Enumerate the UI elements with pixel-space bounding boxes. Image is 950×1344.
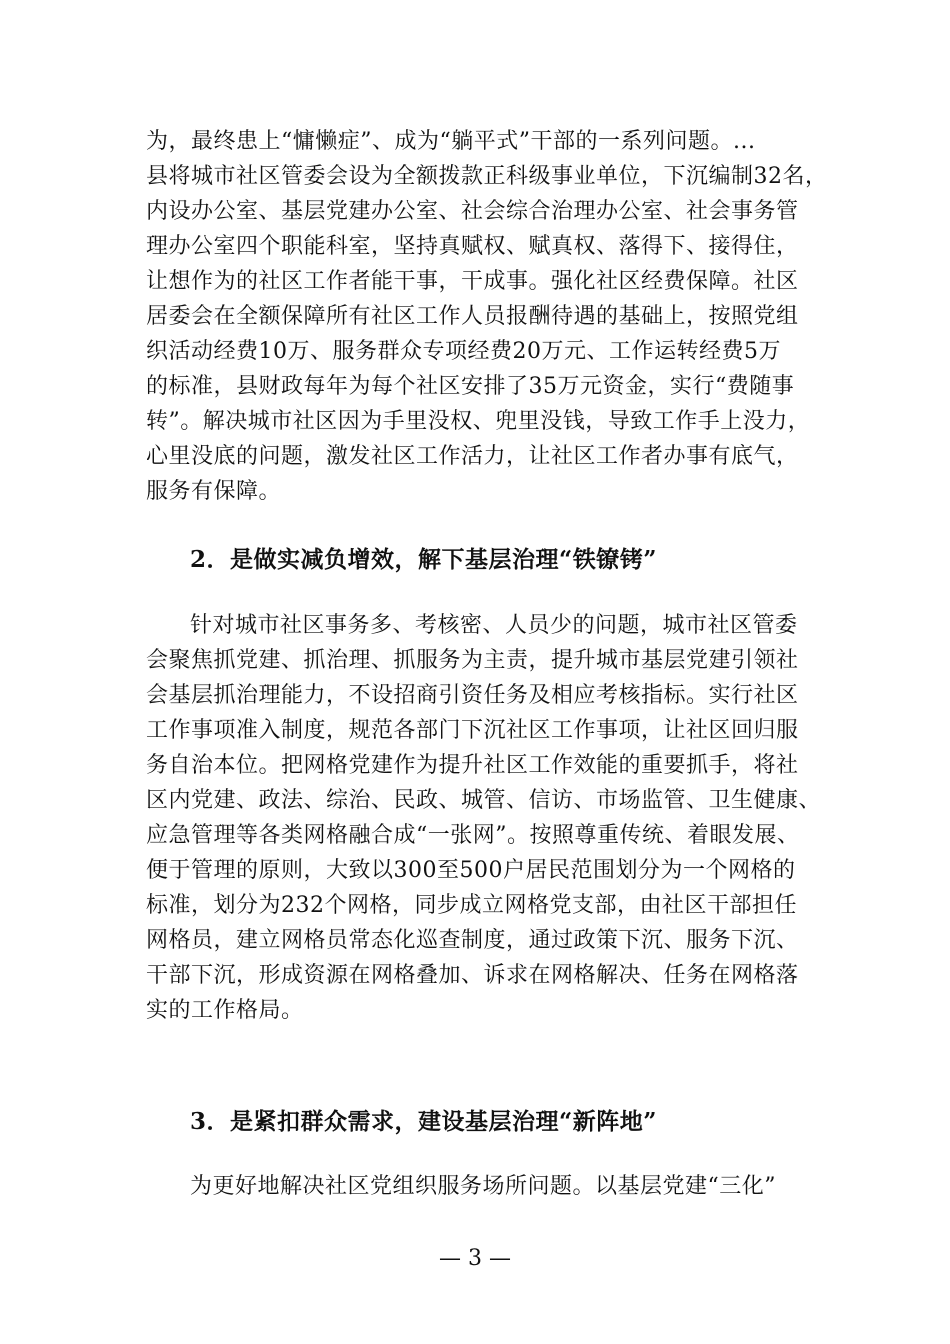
text-line: 内设办公室、基层党建办公室、社会综合治理办公室、社会事务管	[146, 199, 799, 224]
text-line: 的标准，县财政每年为每个社区安排了35万元资金，实行“费随事	[146, 374, 795, 399]
text-line: 为更好地解决社区党组织服务场所问题。以基层党建“三化”	[190, 1174, 776, 1199]
text-line: 居委会在全额保障所有社区工作人员报酬待遇的基础上，按照党组	[146, 304, 799, 329]
page-number: — 3 —	[439, 1246, 511, 1271]
text-line: 让想作为的社区工作者能干事，干成事。强化社区经费保障。社区	[146, 269, 799, 294]
text-line: 工作事项准入制度，规范各部门下沉社区工作事项，让社区回归服	[146, 718, 799, 743]
text-line: 干部下沉，形成资源在网格叠加、诉求在网格解决、任务在网格落	[146, 963, 799, 988]
text-line: 标准，划分为232个网格，同步成立网格党支部，由社区干部担任	[146, 893, 797, 918]
text-line: 服务有保障。	[146, 479, 282, 504]
text-line: 会基层抓治理能力，不设招商引资任务及相应考核指标。实行社区	[146, 683, 799, 708]
text-line: 为，最终患上“慵懒症”、成为“躺平式”干部的一系列问题。...	[146, 129, 756, 154]
text-line: 实的工作格局。	[146, 998, 304, 1023]
text-line: 便于管理的原则，大致以300至500户居民范围划分为一个网格的	[146, 858, 796, 883]
text-line: 务自治本位。把网格党建作为提升社区工作效能的重要抓手，将社	[146, 753, 799, 778]
section-heading-2: 2．是做实减负增效，解下基层治理“铁镣铐”	[190, 546, 657, 573]
text-line: 应急管理等各类网格融合成“一张网”。按照尊重传统、着眼发展、	[146, 823, 800, 848]
text-line: 转”。解决城市社区因为手里没权、兜里没钱，导致工作手上没力，	[146, 409, 811, 434]
text-line: 区内党建、政法、综治、民政、城管、信访、市场监管、卫生健康、	[146, 788, 822, 813]
text-line: 心里没底的问题，激发社区工作活力，让社区工作者办事有底气，	[146, 444, 799, 469]
text-line: 网格员，建立网格员常态化巡查制度，通过政策下沉、服务下沉、	[146, 928, 799, 953]
text-line: 县将城市社区管委会设为全额拨款正科级事业单位，下沉编制32名，	[146, 164, 828, 189]
text-line: 会聚焦抓党建、抓治理、抓服务为主责，提升城市基层党建引领社	[146, 648, 799, 673]
section-heading-3: 3．是紧扣群众需求，建设基层治理“新阵地”	[190, 1108, 657, 1135]
text-line: 针对城市社区事务多、考核密、人员少的问题，城市社区管委	[190, 613, 798, 638]
text-line: 理办公室四个职能科室，坚持真赋权、赋真权、落得下、接得住，	[146, 234, 799, 259]
text-line: 织活动经费10万、服务群众专项经费20万元、工作运转经费5万	[146, 339, 781, 364]
